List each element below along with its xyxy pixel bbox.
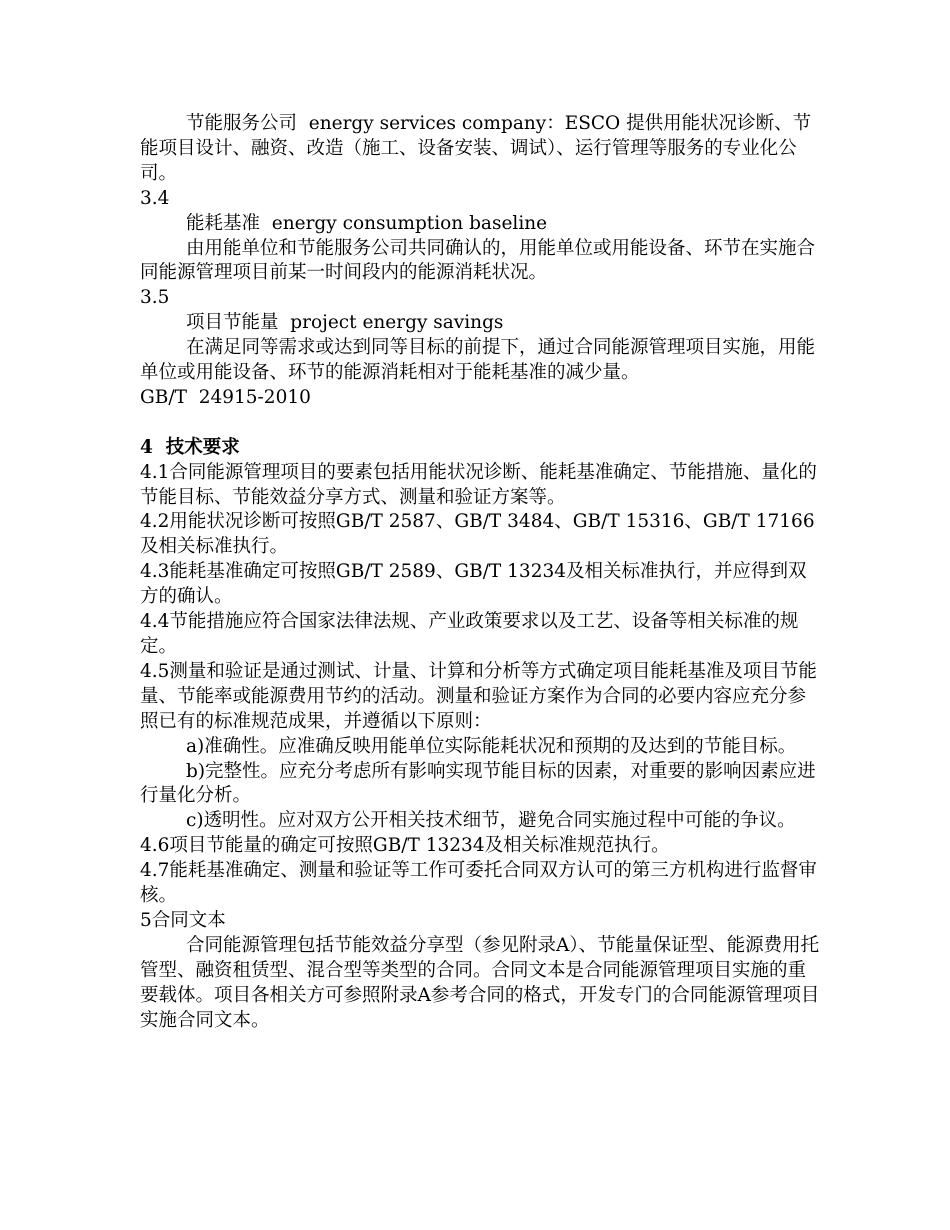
section-4-heading: 4 技术要求 — [140, 436, 240, 458]
clause-3-4-term: 能耗基准 energy consumption baseline — [186, 212, 548, 234]
clause-3-5-definition: 在满足同等需求或达到同等目标的前提下，通过合同能源管理项目实施，用能单位或用能设备、环节的能源消耗相对于能耗基准的减少量。 — [140, 337, 816, 384]
clause-4-3: 4.3能耗基准确定可按照GB/T 2589、GB/T 13234及相关标准执行，并应得到双方的确认。 — [140, 561, 807, 608]
clause-4-6: 4.6项目节能量的确定可按照GB/T 13234及相关标准规范执行。 — [140, 835, 670, 857]
clause-3-5-number: 3.5 — [140, 287, 170, 309]
clause-3-5-term: 项目节能量 project energy savings — [186, 312, 504, 334]
clause-4-7: 4.7能耗基准确定、测量和验证等工作可委托合同双方认可的第三方机构进行监督审核。 — [140, 860, 817, 907]
document-page — [140, 112, 820, 1034]
clause-4-5-item-c: c)透明性。应对双方公开相关技术细节，避免合同实施过程中可能的争议。 — [186, 810, 796, 832]
clause-4-5: 4.5测量和验证是通过测试、计量、计算和分析等方式确定项目能耗基准及项目节能量、节能率或能源费用节约的活动。测量和验证方案作为合同的必要内容应充分参照已有的标准规范成果，并遵循以下原则： — [140, 660, 817, 732]
standard-reference: GB/T 24915-2010 — [140, 386, 311, 408]
clause-4-2: 4.2用能状况诊断可按照GB/T 2587、GB/T 3484、GB/T 15316、GB/T 17166及相关标准执行。 — [140, 511, 815, 558]
section-5-body: 合同能源管理包括节能效益分享型（参见附录A）、节能量保证型、能源费用托管型、融资租赁型、混合型等类型的合同。合同文本是合同能源管理项目实施的重要载体。项目各相关方可参照附录A参考合同的格式，开发专门的合同能源管理项目实施合同文本。 — [140, 934, 820, 1031]
clause-3-4-definition: 由用能单位和节能服务公司共同确认的，用能单位或用能设备、环节在实施合同能源管理项目前某一时间段内的能源消耗状况。 — [140, 237, 816, 284]
clause-4-5-item-b: b)完整性。应充分考虑所有影响实现节能目标的因素，对重要的影响因素应进行量化分析。 — [140, 760, 816, 807]
esco-definition: 节能服务公司 energy services company：ESCO 提供用能状况诊断、节能项目设计、融资、改造（施工、设备安装、调试）、运行管理等服务的专业化公司。 — [140, 113, 812, 184]
clause-3-4-number: 3.4 — [140, 187, 170, 209]
section-spacer — [140, 411, 820, 436]
clause-4-1: 4.1合同能源管理项目的要素包括用能状况诊断、能耗基准确定、节能措施、量化的节能目标、节能效益分享方式、测量和验证方案等。 — [140, 461, 817, 508]
clause-4-4: 4.4节能措施应符合国家法律法规、产业政策要求以及工艺、设备等相关标准的规定。 — [140, 611, 799, 658]
clause-4-5-item-a: a)准确性。应准确反映用能单位实际能耗状况和预期的及达到的节能目标。 — [186, 735, 797, 757]
section-5-heading: 5合同文本 — [140, 909, 226, 931]
